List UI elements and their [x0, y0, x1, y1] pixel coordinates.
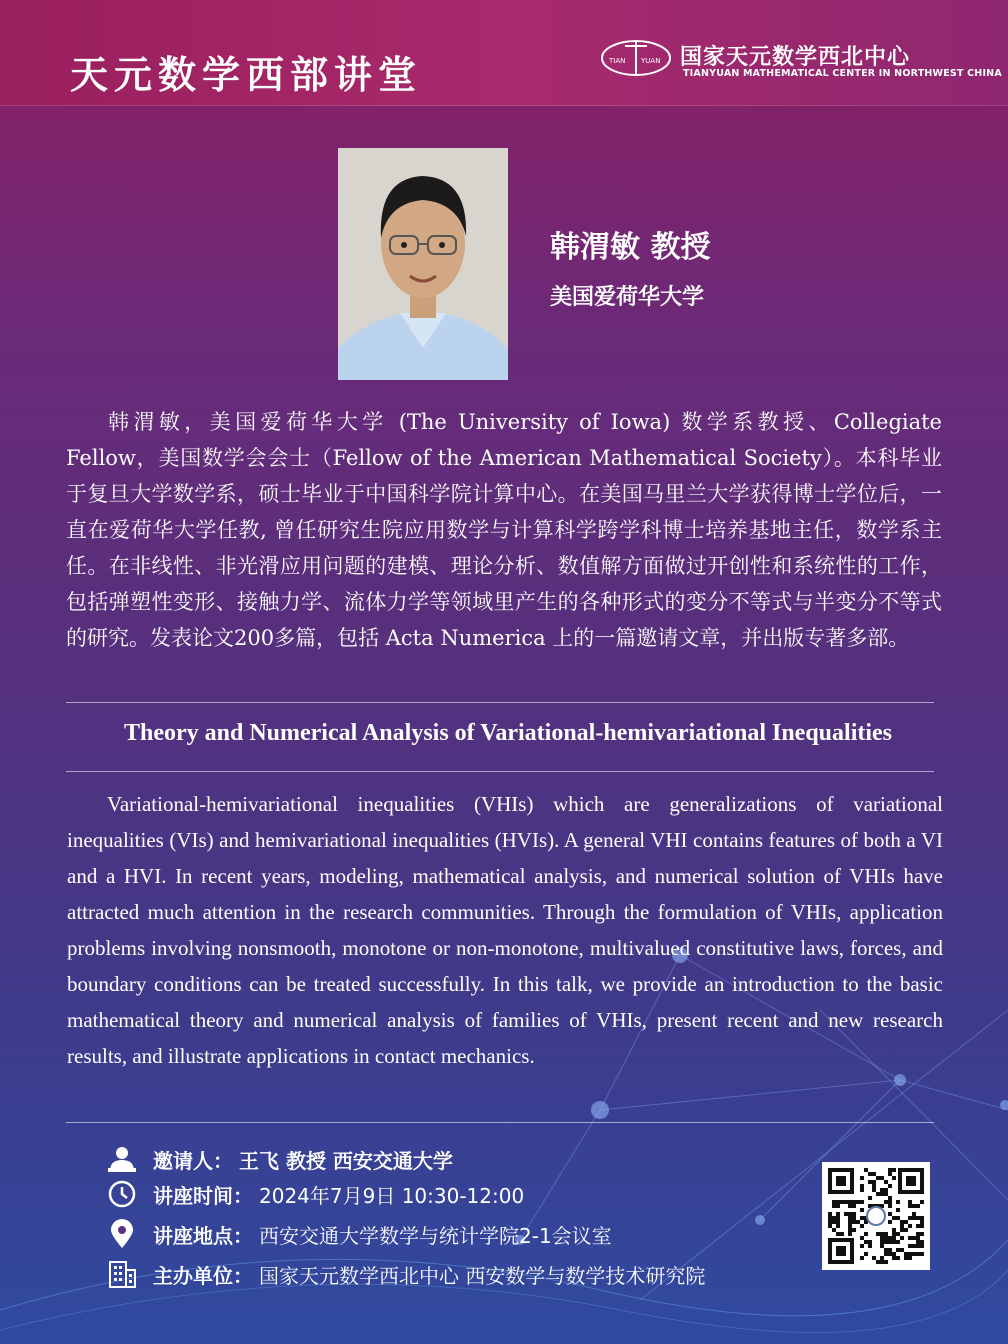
host-row: [105, 1142, 453, 1176]
speaker-affiliation: 美国爱荷华大学: [550, 285, 705, 310]
host-value: 王飞 教授 西安交通大学: [239, 1148, 453, 1173]
divider-middle: [66, 771, 934, 772]
place-row: [105, 1217, 612, 1251]
building-icon: [105, 1259, 139, 1289]
organizer-value: 国家天元数学西北中心 西安数学与数学技术研究院: [259, 1263, 706, 1288]
divider-top: [66, 702, 934, 703]
logo-text-left: TIAN: [609, 57, 626, 65]
time-value: 2024年7月9日 10:30-12:00: [259, 1183, 525, 1208]
speaker-bio: 韩渭敏，美国爱荷华大学 (The University of Iowa) 数学系教授、Collegiate Fellow，美国数学会会士（Fellow of the American Mathematical Society）。本科毕业于复旦大学数学系，硕士毕业于中国科学院计算中心。在美国马里兰大学获得博士学位后，一直在爱荷华大学任教, 曾任研究生院应用数学与计算科学跨学科博士培养基地主任，数学系主任。在非线性、非光滑应用问题的建模、理论分析、数值解方面做过开创性和系统性的工作，包括弹塑性变形、接触力学、流体力学等领域里产生的各种形式的变分不等式与半变分不等式的研究。发表论文200多篇，包括 Acta Numerica 上的一篇邀请文章，并出版专著多部。: [66, 410, 942, 650]
clock-icon: [105, 1179, 139, 1209]
talk-title: Theory and Numerical Analysis of Variational-hemivariational Inequalities: [123, 720, 893, 746]
talk-abstract: Variational-hemivariational inequalities (VHIs) which are generalizations of variational inequalities (VIs) and hemivariational inequalities (HVIs). A general VHI contains features of both a VI and a HVI. In recent years, modeling, mathematical analysis, and numerical solution of VHIs have attracted much attention in the research communities. Through the formulation of VHIs, application problems involving nonsmooth, monotone or non-monotone, multivalued constitutive laws, forces, and boundary conditions can be treated successfully. In this talk, we provide an introduction to the basic mathematical theory and numerical analysis of families of VHIs, present recent and new research results, and illustrate applications in contact mechanics.: [67, 792, 943, 1068]
place-label: 讲座地点：: [153, 1223, 253, 1248]
organizer-row: [105, 1257, 705, 1291]
tianyuan-logo: [600, 38, 672, 78]
series-title: 天元数学西部讲堂: [70, 52, 423, 97]
person-icon: [105, 1144, 139, 1174]
organization-name-cn: 国家天元数学西北中心: [680, 45, 911, 70]
speaker-name: 韩渭敏 教授: [550, 230, 711, 265]
speaker-photo: [338, 148, 508, 380]
host-label: 邀请人：: [153, 1148, 233, 1173]
time-label: 讲座时间：: [153, 1183, 253, 1208]
divider-bottom: [66, 1122, 934, 1123]
time-row: [105, 1177, 524, 1211]
place-value: 西安交通大学数学与统计学院2-1会议室: [259, 1223, 612, 1248]
location-pin-icon: [105, 1219, 139, 1249]
qr-code[interactable]: [822, 1162, 930, 1270]
logo-text-right: YUAN: [641, 57, 661, 65]
organizer-label: 主办单位：: [153, 1263, 253, 1288]
organization-name-en: TIANYUAN MATHEMATICAL CENTER IN NORTHWEST CHINA: [683, 68, 1002, 79]
